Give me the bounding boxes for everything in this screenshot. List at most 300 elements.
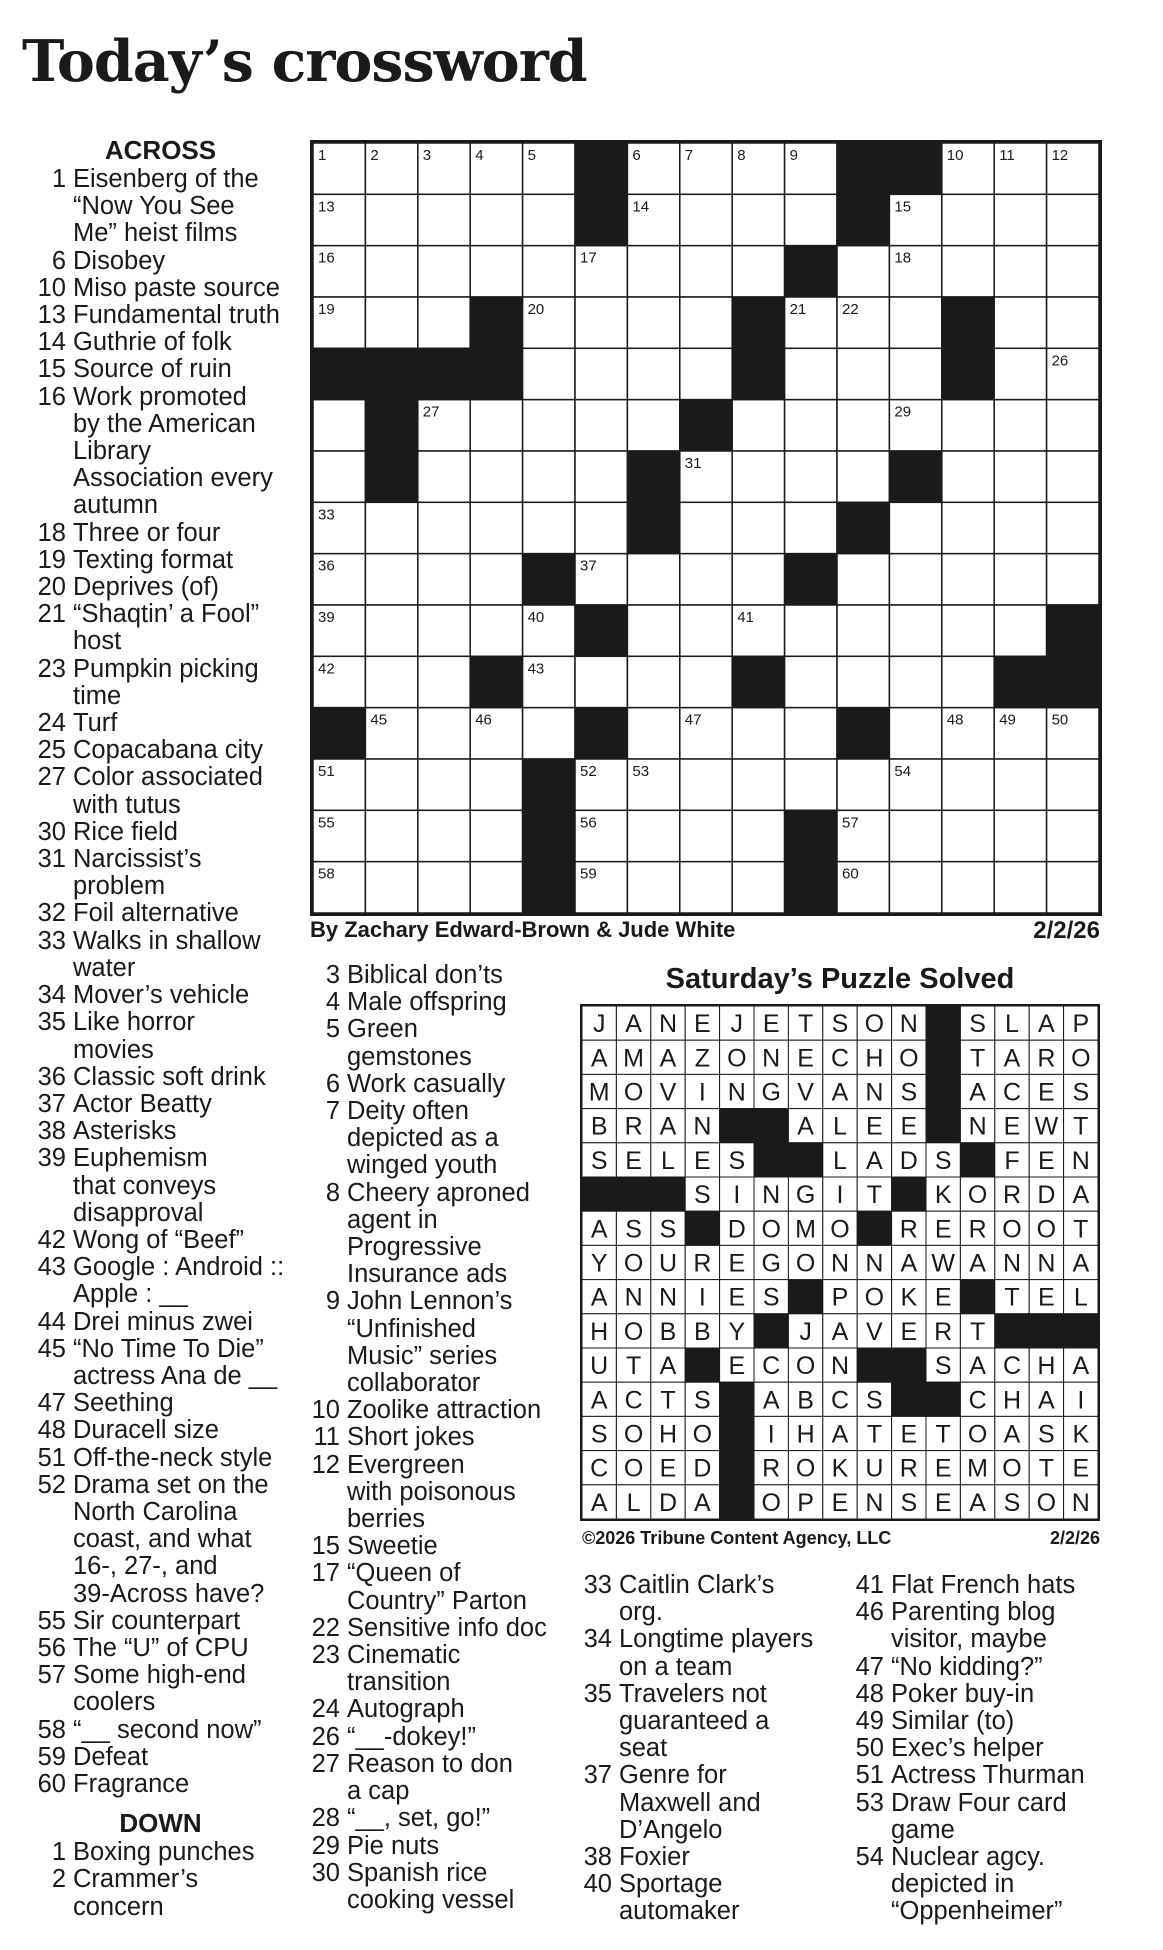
grid-cell[interactable] xyxy=(575,656,627,707)
grid-cell[interactable] xyxy=(523,246,575,297)
solved-letter: N xyxy=(899,1010,918,1039)
grid-cell[interactable] xyxy=(470,605,522,656)
clue-number: 10 xyxy=(37,273,66,302)
down-clue-list xyxy=(581,1572,851,1926)
grid-cell[interactable] xyxy=(889,862,941,913)
solved-letter: S xyxy=(659,1215,677,1244)
grid-cell[interactable] xyxy=(994,502,1046,553)
clue-line: North Carolina xyxy=(73,1497,238,1526)
clue-text xyxy=(891,1572,1123,1599)
clue-text xyxy=(73,356,293,383)
grid-cell[interactable] xyxy=(680,656,732,707)
grid-cell[interactable] xyxy=(627,708,679,759)
clue-51 xyxy=(28,1445,293,1472)
grid-cell[interactable] xyxy=(418,862,470,913)
clue-line: Source of ruin xyxy=(73,355,232,384)
solved-letter: A xyxy=(969,1488,986,1517)
solved-letter: A xyxy=(659,1352,677,1381)
grid-cell[interactable] xyxy=(470,810,522,861)
grid-cell[interactable] xyxy=(418,502,470,553)
grid-cell[interactable] xyxy=(994,348,1046,399)
cell-number: 27 xyxy=(422,403,440,421)
solved-letter: D xyxy=(899,1146,918,1175)
grid-cell[interactable] xyxy=(732,451,784,502)
grid-cell[interactable] xyxy=(680,348,732,399)
solved-letter: O xyxy=(692,1420,713,1449)
solved-letter: B xyxy=(797,1386,814,1415)
grid-cell[interactable] xyxy=(470,451,522,502)
solved-block xyxy=(616,1177,650,1211)
grid-cell[interactable] xyxy=(942,862,994,913)
clue-line: “Unfinished xyxy=(347,1314,476,1343)
clue-line: Progressive xyxy=(347,1233,482,1262)
clue-line: “Now You See xyxy=(73,192,235,221)
crossword-grid[interactable] xyxy=(310,140,1102,916)
grid-cell[interactable] xyxy=(889,348,941,399)
grid-cell[interactable] xyxy=(418,451,470,502)
solved-letter: O xyxy=(795,1454,816,1483)
solved-letter: V xyxy=(797,1078,814,1107)
clue-number: 51 xyxy=(37,1443,66,1472)
clue-text xyxy=(73,1717,293,1744)
grid-cell[interactable] xyxy=(785,759,837,810)
clue-line: automaker xyxy=(619,1897,740,1926)
clue-text xyxy=(347,1071,569,1098)
solved-block xyxy=(720,1416,754,1450)
solved-block xyxy=(926,1382,960,1416)
grid-block xyxy=(523,759,575,810)
solved-grid-svg xyxy=(582,1006,1098,1519)
grid-cell[interactable] xyxy=(1047,759,1099,810)
grid-block xyxy=(837,143,889,194)
grid-cell[interactable] xyxy=(994,297,1046,348)
clue-12 xyxy=(309,1452,569,1534)
cell-number: 6 xyxy=(632,147,641,164)
clue-line: org. xyxy=(619,1598,663,1627)
clue-number: 23 xyxy=(311,1641,340,1670)
grid-cell[interactable] xyxy=(942,246,994,297)
grid-cell[interactable] xyxy=(942,656,994,707)
grid-cell[interactable] xyxy=(365,297,417,348)
clue-line: “Queen of xyxy=(347,1559,461,1588)
solved-letter: T xyxy=(660,1386,676,1415)
solved-letter: P xyxy=(1072,1010,1090,1039)
grid-block xyxy=(470,297,522,348)
solved-letter: O xyxy=(830,1215,850,1244)
grid-cell[interactable] xyxy=(1047,194,1099,245)
clue-text xyxy=(347,1098,569,1180)
solved-letter: D xyxy=(693,1454,712,1483)
clue-15 xyxy=(309,1533,569,1560)
solved-letter: S xyxy=(590,1146,608,1175)
grid-cell[interactable] xyxy=(365,194,417,245)
clue-36 xyxy=(28,1064,293,1091)
clue-number: 47 xyxy=(855,1652,884,1681)
grid-cell[interactable] xyxy=(994,759,1046,810)
clue-25 xyxy=(28,737,293,764)
cell-number: 21 xyxy=(789,301,807,318)
grid-cell[interactable] xyxy=(837,759,889,810)
grid-cell[interactable] xyxy=(313,451,365,502)
solved-letter: I xyxy=(698,1283,706,1312)
grid-cell[interactable] xyxy=(523,708,575,759)
clue-line: Crammer’s xyxy=(73,1865,199,1894)
grid-cell[interactable] xyxy=(575,502,627,553)
clue-27 xyxy=(309,1751,569,1805)
clue-number: 1 xyxy=(51,1838,66,1867)
grid-cell[interactable] xyxy=(889,605,941,656)
grid-cell[interactable] xyxy=(680,605,732,656)
clue-line: berries xyxy=(347,1505,425,1534)
grid-cell[interactable] xyxy=(837,246,889,297)
clue-46 xyxy=(853,1599,1123,1653)
grid-cell[interactable] xyxy=(523,400,575,451)
grid-cell[interactable] xyxy=(418,759,470,810)
cell-number: 48 xyxy=(946,711,964,729)
grid-cell[interactable] xyxy=(889,810,941,861)
grid-cell[interactable] xyxy=(627,400,679,451)
grid-cell[interactable] xyxy=(1047,862,1099,913)
grid-cell[interactable] xyxy=(837,400,889,451)
grid-cell[interactable] xyxy=(313,400,365,451)
clue-line: Pumpkin picking xyxy=(73,654,259,683)
grid-cell[interactable] xyxy=(523,451,575,502)
clue-33 xyxy=(28,928,293,982)
solved-letter: J xyxy=(799,1317,812,1346)
clue-text xyxy=(619,1572,851,1626)
grid-cell[interactable] xyxy=(942,759,994,810)
grid-cell[interactable] xyxy=(732,708,784,759)
grid-cell[interactable] xyxy=(1047,400,1099,451)
grid-cell[interactable] xyxy=(627,554,679,605)
cell-number: 16 xyxy=(318,249,335,267)
grid-cell[interactable] xyxy=(627,656,679,707)
solved-letter: O xyxy=(899,1044,919,1073)
solved-letter: S xyxy=(934,1146,952,1175)
clue-line: Some high-end xyxy=(73,1661,246,1690)
solved-letter: V xyxy=(659,1078,677,1107)
grid-cell[interactable] xyxy=(365,862,417,913)
solved-letter: O xyxy=(864,1283,885,1312)
clue-31 xyxy=(28,846,293,900)
clue-line: Spanish rice xyxy=(347,1858,488,1887)
clue-text xyxy=(73,900,293,927)
clue-line: Drei minus zwei xyxy=(73,1307,253,1336)
cell-number: 11 xyxy=(999,147,1015,164)
clue-line: gemstones xyxy=(347,1042,472,1071)
grid-cell[interactable] xyxy=(418,554,470,605)
down-clues-column-4 xyxy=(853,1572,1123,1926)
grid-cell[interactable] xyxy=(837,451,889,502)
solved-letter: N xyxy=(693,1112,712,1141)
clue-number: 3 xyxy=(325,961,340,989)
solved-letter: O xyxy=(623,1420,644,1449)
grid-cell[interactable] xyxy=(418,810,470,861)
grid-cell[interactable] xyxy=(523,348,575,399)
grid-cell[interactable] xyxy=(785,656,837,707)
grid-cell[interactable] xyxy=(785,502,837,553)
grid-cell[interactable] xyxy=(1047,246,1099,297)
clue-number: 30 xyxy=(311,1858,340,1887)
grid-cell[interactable] xyxy=(942,194,994,245)
grid-cell[interactable] xyxy=(837,554,889,605)
clue-33 xyxy=(581,1572,851,1626)
clue-text xyxy=(347,1180,569,1289)
clue-number: 18 xyxy=(37,518,66,547)
clue-number: 48 xyxy=(37,1416,66,1445)
solved-letter: N xyxy=(1002,1249,1022,1278)
grid-cell[interactable] xyxy=(680,297,732,348)
grid-cell[interactable] xyxy=(732,862,784,913)
solved-letter: T xyxy=(625,1352,642,1381)
grid-block xyxy=(1047,656,1099,707)
crossword-grid-svg xyxy=(313,143,1099,913)
clue-line: Fundamental truth xyxy=(73,301,280,330)
grid-cell[interactable] xyxy=(470,502,522,553)
solved-letter: A xyxy=(659,1112,677,1141)
grid-block xyxy=(942,297,994,348)
solved-letter: E xyxy=(1038,1146,1055,1175)
clue-text xyxy=(891,1844,1123,1926)
grid-cell[interactable] xyxy=(889,502,941,553)
grid-cell[interactable] xyxy=(837,656,889,707)
grid-cell[interactable] xyxy=(418,708,470,759)
grid-cell[interactable] xyxy=(994,810,1046,861)
grid-cell[interactable] xyxy=(680,862,732,913)
clue-text xyxy=(619,1844,851,1871)
grid-cell[interactable] xyxy=(470,759,522,810)
grid-cell[interactable] xyxy=(994,862,1046,913)
grid-cell[interactable] xyxy=(889,554,941,605)
solved-letter: A xyxy=(1003,1420,1021,1449)
grid-cell[interactable] xyxy=(1047,297,1099,348)
solved-letter: A xyxy=(590,1386,608,1415)
grid-cell[interactable] xyxy=(627,348,679,399)
grid-cell[interactable] xyxy=(942,554,994,605)
clue-line: Asterisks xyxy=(73,1117,177,1146)
clue-53 xyxy=(853,1790,1123,1844)
clue-number: 47 xyxy=(37,1389,66,1418)
grid-cell[interactable] xyxy=(470,194,522,245)
grid-cell[interactable] xyxy=(365,656,417,707)
grid-cell[interactable] xyxy=(1047,554,1099,605)
grid-cell[interactable] xyxy=(732,194,784,245)
grid-cell[interactable] xyxy=(732,502,784,553)
solved-letter: A xyxy=(831,1317,849,1346)
grid-cell[interactable] xyxy=(837,605,889,656)
clue-line: Duracell size xyxy=(73,1416,219,1445)
grid-cell[interactable] xyxy=(732,400,784,451)
grid-cell[interactable] xyxy=(1047,451,1099,502)
grid-cell[interactable] xyxy=(889,297,941,348)
clue-number: 38 xyxy=(37,1117,66,1146)
grid-cell[interactable] xyxy=(942,502,994,553)
grid-cell[interactable] xyxy=(680,810,732,861)
grid-cell[interactable] xyxy=(418,605,470,656)
clue-21 xyxy=(28,601,293,655)
clue-line: Longtime players xyxy=(619,1625,814,1654)
clue-text xyxy=(73,656,293,710)
clue-line: Google : Android :: xyxy=(73,1253,285,1282)
grid-cell[interactable] xyxy=(680,554,732,605)
clue-16 xyxy=(28,384,293,520)
grid-cell[interactable] xyxy=(627,297,679,348)
grid-cell[interactable] xyxy=(889,656,941,707)
grid-cell[interactable] xyxy=(418,297,470,348)
grid-cell[interactable] xyxy=(575,400,627,451)
clue-text xyxy=(891,1654,1123,1681)
grid-cell[interactable] xyxy=(365,759,417,810)
grid-cell[interactable] xyxy=(994,451,1046,502)
solved-letter: N xyxy=(968,1112,987,1141)
grid-cell[interactable] xyxy=(680,246,732,297)
solved-letter: Y xyxy=(728,1317,746,1346)
grid-cell[interactable] xyxy=(418,246,470,297)
down-clue-list xyxy=(309,962,569,1914)
solved-letter: C xyxy=(624,1386,643,1415)
solved-block xyxy=(720,1485,754,1519)
solved-letter: N xyxy=(865,1249,884,1278)
grid-cell[interactable] xyxy=(575,297,627,348)
grid-cell[interactable] xyxy=(732,759,784,810)
clue-number: 46 xyxy=(855,1598,884,1627)
grid-cell[interactable] xyxy=(365,502,417,553)
clue-48 xyxy=(28,1417,293,1444)
clue-line: on a team xyxy=(619,1652,733,1681)
solved-letter: S xyxy=(866,1386,883,1415)
solved-block xyxy=(720,1109,754,1143)
across-clue-list xyxy=(28,166,293,1798)
grid-cell[interactable] xyxy=(365,246,417,297)
clue-line: Sensitive info doc xyxy=(347,1613,547,1642)
grid-cell[interactable] xyxy=(994,246,1046,297)
clue-line: autumn xyxy=(73,491,159,520)
clue-text xyxy=(73,1417,293,1444)
clue-32 xyxy=(28,900,293,927)
solved-letter: C xyxy=(830,1386,850,1415)
solved-letter: B xyxy=(590,1112,608,1141)
grid-cell[interactable] xyxy=(837,348,889,399)
grid-cell[interactable] xyxy=(365,810,417,861)
grid-cell[interactable] xyxy=(627,246,679,297)
grid-cell[interactable] xyxy=(627,862,679,913)
down-clues-column-3 xyxy=(581,1572,851,1926)
grid-cell[interactable] xyxy=(365,554,417,605)
grid-cell[interactable] xyxy=(994,554,1046,605)
clue-text xyxy=(73,1839,293,1866)
clue-text xyxy=(73,1309,293,1336)
clue-text xyxy=(619,1871,851,1925)
grid-cell[interactable] xyxy=(627,605,679,656)
clue-line: Miso paste source xyxy=(73,273,280,302)
clue-text xyxy=(347,1696,569,1723)
grid-cell[interactable] xyxy=(732,810,784,861)
grid-cell[interactable] xyxy=(523,194,575,245)
grid-cell[interactable] xyxy=(470,246,522,297)
solved-letter: N xyxy=(830,1249,850,1278)
cell-number: 47 xyxy=(684,711,702,729)
grid-cell[interactable] xyxy=(942,810,994,861)
grid-cell[interactable] xyxy=(1047,810,1099,861)
grid-cell[interactable] xyxy=(418,656,470,707)
clue-number: 27 xyxy=(37,763,66,792)
grid-cell[interactable] xyxy=(575,451,627,502)
grid-cell[interactable] xyxy=(785,194,837,245)
clue-number: 5 xyxy=(325,1015,340,1044)
solved-letter: C xyxy=(590,1454,609,1483)
grid-cell[interactable] xyxy=(889,708,941,759)
clue-number: 4 xyxy=(325,988,340,1017)
grid-cell[interactable] xyxy=(470,400,522,451)
grid-cell[interactable] xyxy=(470,554,522,605)
cell-number: 44 xyxy=(737,660,754,678)
solved-letter: L xyxy=(626,1488,641,1517)
grid-cell[interactable] xyxy=(994,400,1046,451)
clue-line: Short jokes xyxy=(347,1423,475,1452)
cell-number: 52 xyxy=(580,763,597,780)
grid-cell[interactable] xyxy=(732,554,784,605)
solved-letter: K xyxy=(934,1181,952,1210)
clue-line: Country” Parton xyxy=(347,1586,527,1615)
solved-letter: E xyxy=(659,1454,677,1483)
clue-10 xyxy=(28,275,293,302)
grid-cell[interactable] xyxy=(785,451,837,502)
grid-cell[interactable] xyxy=(627,810,679,861)
clue-text xyxy=(73,1390,293,1417)
grid-cell[interactable] xyxy=(785,400,837,451)
clue-line: John Lennon’s xyxy=(347,1287,513,1316)
grid-cell[interactable] xyxy=(365,605,417,656)
cell-number: 31 xyxy=(684,455,702,472)
grid-cell[interactable] xyxy=(680,759,732,810)
solved-letter: E xyxy=(1003,1112,1021,1141)
grid-cell[interactable] xyxy=(418,194,470,245)
grid-cell[interactable] xyxy=(680,502,732,553)
clue-line: Narcissist’s xyxy=(73,845,202,874)
clue-24 xyxy=(309,1696,569,1723)
grid-cell[interactable] xyxy=(994,605,1046,656)
grid-cell[interactable] xyxy=(523,502,575,553)
grid-cell[interactable] xyxy=(575,348,627,399)
solved-letter: R xyxy=(899,1215,918,1244)
clue-text xyxy=(891,1735,1123,1762)
clue-text xyxy=(891,1708,1123,1735)
grid-cell[interactable] xyxy=(785,708,837,759)
grid-cell[interactable] xyxy=(1047,502,1099,553)
clue-line: Me” heist films xyxy=(73,219,238,248)
grid-cell[interactable] xyxy=(942,605,994,656)
grid-cell[interactable] xyxy=(785,348,837,399)
solved-letter: N xyxy=(1071,1488,1090,1517)
grid-cell[interactable] xyxy=(994,194,1046,245)
clue-number: 35 xyxy=(583,1679,612,1708)
grid-cell[interactable] xyxy=(785,605,837,656)
clue-number: 45 xyxy=(37,1334,66,1363)
clue-text xyxy=(347,1860,569,1914)
grid-cell[interactable] xyxy=(470,862,522,913)
grid-cell[interactable] xyxy=(942,400,994,451)
clue-line: cooking vessel xyxy=(347,1885,515,1914)
grid-cell[interactable] xyxy=(732,246,784,297)
grid-block xyxy=(313,348,365,399)
clue-text xyxy=(347,989,569,1016)
clue-number: 39 xyxy=(37,1144,66,1173)
clue-line: by the American xyxy=(73,409,256,438)
grid-cell[interactable] xyxy=(942,451,994,502)
grid-cell[interactable] xyxy=(680,194,732,245)
clue-text xyxy=(347,1833,569,1860)
grid-block xyxy=(785,810,837,861)
